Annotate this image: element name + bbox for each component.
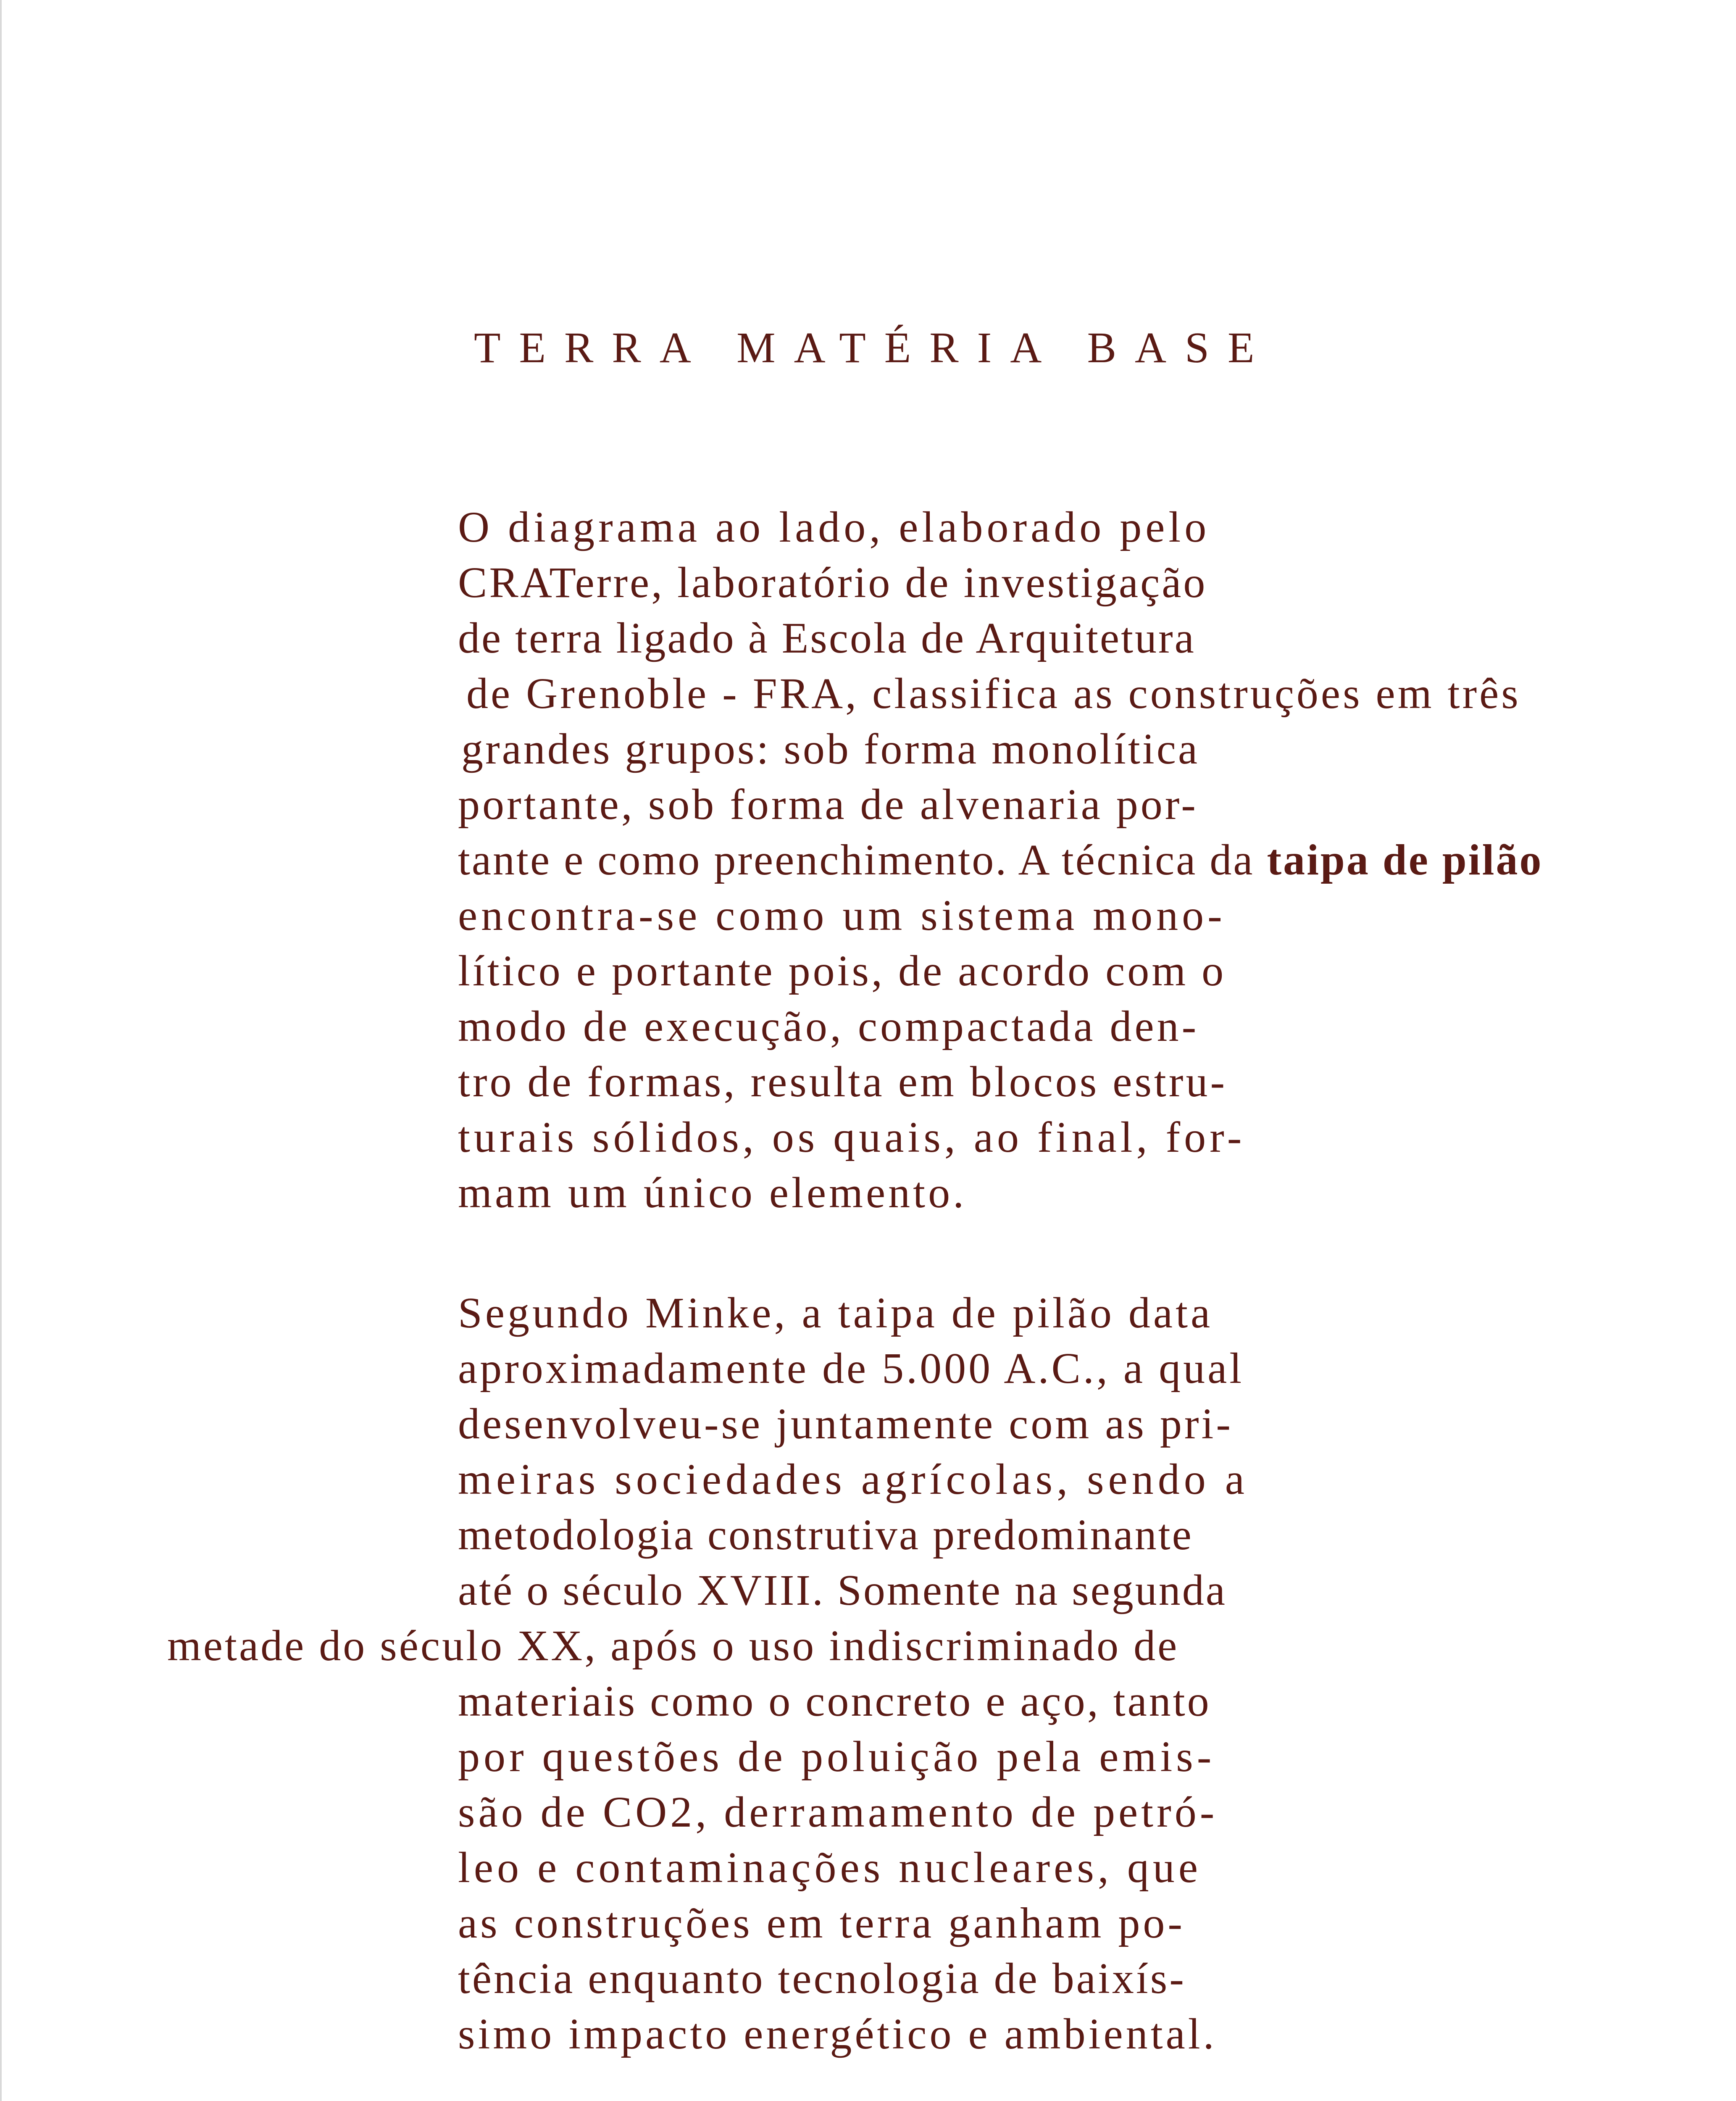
text-line: mam um único elemento. bbox=[458, 1169, 967, 1217]
text-line: de terra ligado à Escola de Arquitetura bbox=[458, 614, 1196, 662]
text-line: simo impacto energético e ambiental. bbox=[458, 2010, 1217, 2058]
text-line: materiais como o concreto e aço, tanto bbox=[458, 1677, 1211, 1725]
text-line: metodologia construtiva predominante bbox=[458, 1511, 1193, 1559]
text-line: Segundo Minke, a taipa de pilão data bbox=[458, 1289, 1213, 1337]
section-heading: TERRA MATÉRIA BASE bbox=[474, 324, 1273, 372]
text-line: meiras sociedades agrícolas, sendo a bbox=[458, 1455, 1249, 1503]
text-line: lítico e portante pois, de acordo com o bbox=[458, 947, 1226, 995]
text-line: por questões de poluição pela emis- bbox=[458, 1732, 1215, 1781]
text-line: de Grenoble - FRA, classifica as construções em três bbox=[466, 669, 1521, 718]
text-line: portante, sob forma de alvenaria por- bbox=[458, 780, 1198, 829]
text-line: até o século XVIII. Somente na segunda bbox=[458, 1566, 1227, 1614]
text-line: turais sólidos, os quais, ao final, for- bbox=[458, 1113, 1246, 1161]
text-line: desenvolveu-se juntamente com as pri- bbox=[458, 1400, 1234, 1448]
text-line: as construções em terra ganham po- bbox=[458, 1899, 1185, 1947]
text-line: encontra-se como um sistema mono- bbox=[458, 891, 1226, 940]
text-line: são de CO2, derramamento de petró- bbox=[458, 1788, 1218, 1836]
text-line bbox=[458, 833, 1543, 887]
text-line: leo e contaminações nucleares, que bbox=[458, 1843, 1202, 1892]
text-line: metade do século XX, após o uso indiscriminado de bbox=[167, 1622, 1179, 1670]
text-line: aproximadamente de 5.000 A.C., a qual bbox=[458, 1344, 1244, 1393]
text-line: O diagrama ao lado, elaborado pelo bbox=[458, 503, 1210, 551]
emphasis-term: taipa de pilão bbox=[1267, 836, 1543, 884]
text-line: tência enquanto tecnologia de baixís- bbox=[458, 1954, 1186, 2003]
text-segment: tante e como preenchimento. A técnica da bbox=[458, 836, 1267, 884]
page-edge bbox=[0, 0, 2, 2101]
text-line: CRATerre, laboratório de investigação bbox=[458, 558, 1207, 607]
text-line: tro de formas, resulta em blocos estru- bbox=[458, 1058, 1228, 1106]
text-line: grandes grupos: sob forma monolítica bbox=[461, 725, 1200, 773]
text-line: modo de execução, compactada den- bbox=[458, 1002, 1199, 1050]
